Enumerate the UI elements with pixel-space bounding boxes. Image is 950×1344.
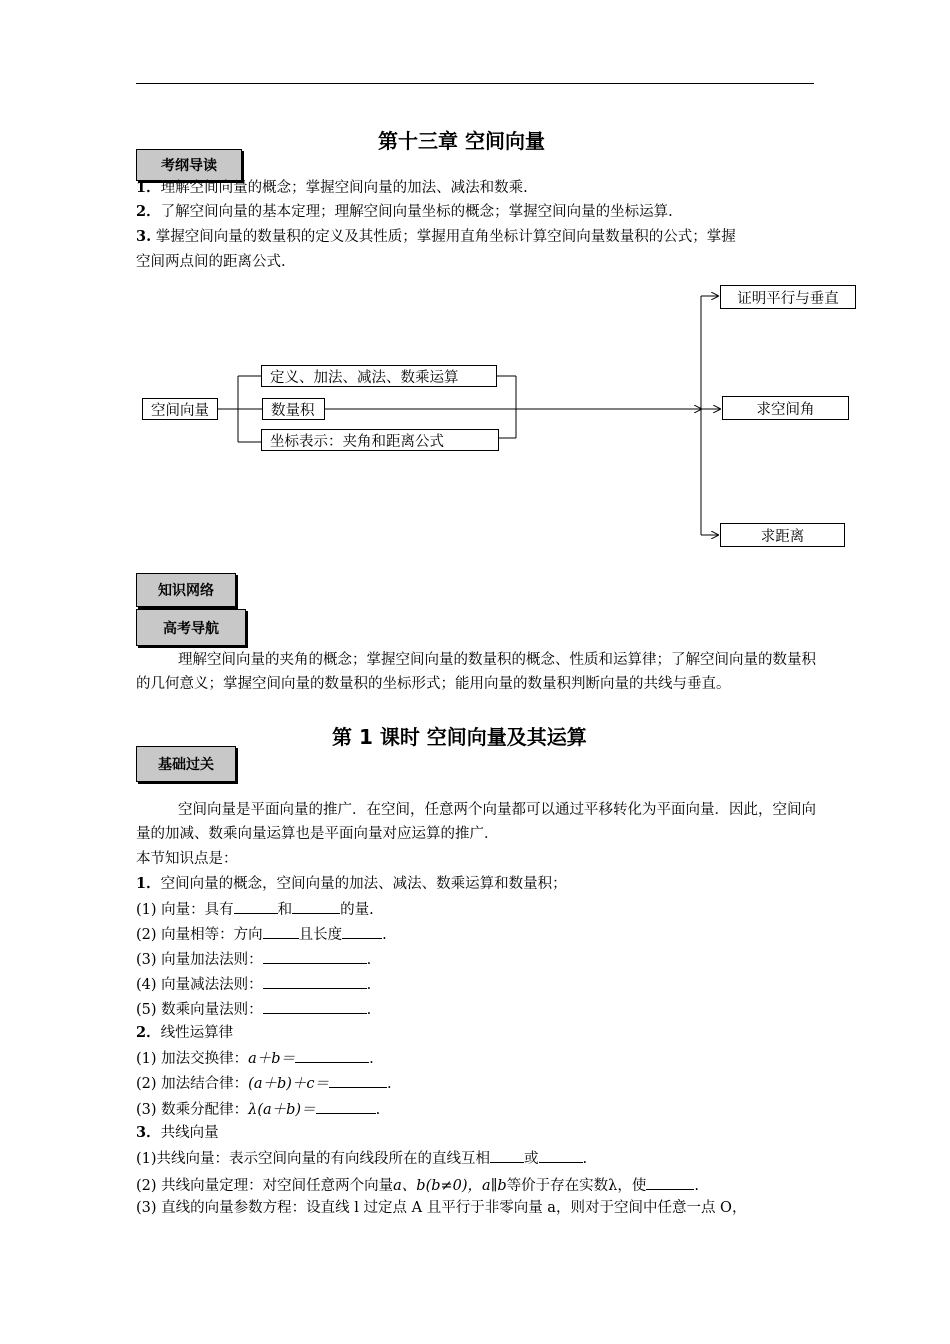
node-parallel-perpendicular: 证明平行与垂直 <box>720 285 856 309</box>
s3-line-3: (3) 直线的向量参数方程：设直线 l 过定点 A 且平行于非零向量 a，则对于空间中任意一点 O， <box>136 1200 747 1216</box>
kaogang-item-3: 3. 掌握空间向量的数量积的定义及其性质；掌握用直角坐标计算空间向量数量积的公式；掌握 <box>136 228 736 245</box>
s1-line-2: (2) 向量相等：方向 且长度 . <box>136 924 387 945</box>
gaokao-text: 理解空间向量的夹角的概念；掌握空间向量的数量积的概念、性质和运算律；了解空间向量的数量积的几何意义；掌握空间向量的数量积的坐标形式；能用向量的数量积判断向量的共线与垂直。 <box>136 652 816 692</box>
node-space-angle: 求空间角 <box>722 396 849 420</box>
kaogang-item-1: 1．理解空间向量的概念；掌握空间向量的加法、减法和数乘. <box>136 179 528 196</box>
s1-heading: 1．空间向量的概念，空间向量的加法、减法、数乘运算和数量积； <box>136 875 567 892</box>
s1-line-5: (5) 数乘向量法则： . <box>136 999 371 1020</box>
s2-line-2: (2) 加法结合律：(a＋b)＋c＝ . <box>136 1073 392 1094</box>
node-dot-product: 数量积 <box>262 398 325 420</box>
s3-line-1: (1)共线向量：表示空间向量的有向线段所在的直线互相 或 . <box>136 1148 587 1169</box>
tag-gaokao: 高考导航 <box>136 609 246 646</box>
s1-line-1: (1) 向量：具有 和 的量. <box>136 899 374 920</box>
node-operations: 定义、加法、减法、数乘运算 <box>261 365 497 387</box>
points-label: 本节知识点是： <box>136 851 238 867</box>
tag-jichu: 基础过关 <box>136 746 236 782</box>
intro-text: 空间向量是平面向量的推广．在空间，任意两个向量都可以通过平移转化为平面向量．因此，空间向量的加减、数乘向量运算也是平面向量对应运算的推广． <box>136 802 816 842</box>
s1-line-4: (4) 向量减法法则： . <box>136 974 371 995</box>
tag-kaogang: 考纲导读 <box>136 149 242 181</box>
kaogang-item-4: 空间两点间的距离公式. <box>136 254 286 270</box>
node-distance: 求距离 <box>720 523 845 547</box>
s2-line-1: (1) 加法交换律：a＋b＝ . <box>136 1048 374 1069</box>
tag-zhishi: 知识网络 <box>136 573 236 607</box>
chapter-title: 第十三章 空间向量 <box>378 129 545 153</box>
s1-line-3: (3) 向量加法法则： . <box>136 949 371 970</box>
lesson-title: 第 1 课时 空间向量及其运算 <box>332 725 587 749</box>
s2-heading: 2．线性运算律 <box>136 1024 234 1041</box>
kaogang-item-2: 2．了解空间向量的基本定理；理解空间向量坐标的概念；掌握空间向量的坐标运算. <box>136 203 673 220</box>
s3-line-2: (2) 共线向量定理：对空间任意两个向量a、b(b≠0)，a∥b等价于存在实数λ，使 . <box>136 1175 699 1196</box>
node-coordinates: 坐标表示：夹角和距离公式 <box>261 429 499 451</box>
s3-heading: 3．共线向量 <box>136 1124 219 1141</box>
node-root: 空间向量 <box>142 398 218 420</box>
s2-line-3: (3) 数乘分配律：λ(a＋b)＝ . <box>136 1099 380 1120</box>
